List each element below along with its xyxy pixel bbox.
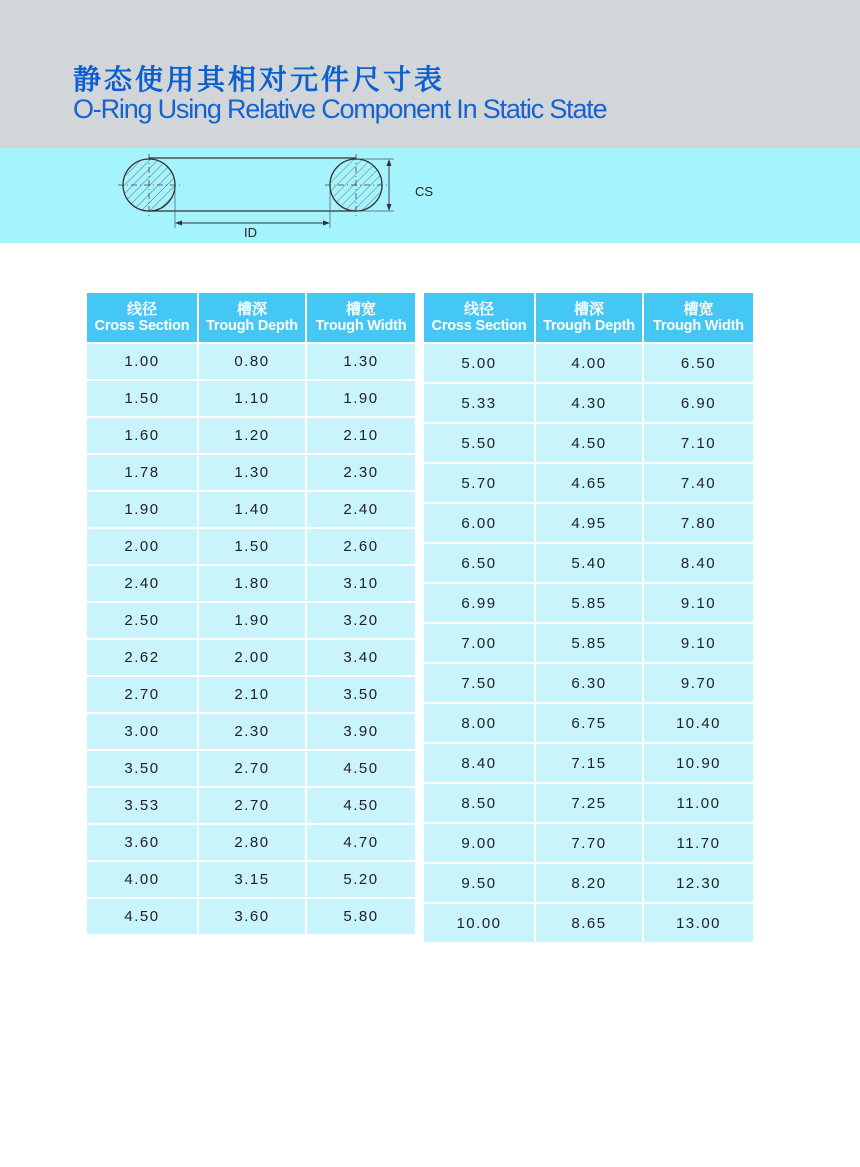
table-row (87, 453, 415, 490)
header-trough-width: 槽宽 Trough Width (644, 293, 753, 342)
trough-width-cell: 9.10 (644, 582, 753, 622)
trough-width-cell: 1.30 (307, 342, 415, 379)
table-row (87, 638, 415, 675)
cross-section-cell: 9.00 (424, 822, 536, 862)
trough-width-cell: 7.40 (644, 462, 753, 502)
trough-width-cell: 5.20 (307, 860, 415, 897)
trough-depth-cell: 4.50 (536, 422, 644, 462)
table-row (424, 782, 753, 822)
table-row (87, 564, 415, 601)
trough-depth-cell: 0.80 (199, 342, 307, 379)
table-row (87, 342, 415, 379)
table-row (87, 675, 415, 712)
table-row (424, 582, 753, 622)
cross-section-cell: 10.00 (424, 902, 536, 942)
trough-depth-cell: 8.65 (536, 902, 644, 942)
trough-width-cell: 10.40 (644, 702, 753, 742)
trough-width-cell: 2.10 (307, 416, 415, 453)
trough-width-cell: 3.10 (307, 564, 415, 601)
header-trough-depth: 槽深 Trough Depth (536, 293, 644, 342)
table-row (424, 662, 753, 702)
trough-depth-cell: 3.60 (199, 897, 307, 934)
header-band (0, 0, 860, 148)
trough-depth-cell: 2.70 (199, 786, 307, 823)
cross-section-cell: 2.62 (87, 638, 199, 675)
trough-depth-cell: 4.30 (536, 382, 644, 422)
cross-section-cell: 5.33 (424, 382, 536, 422)
trough-depth-cell: 5.40 (536, 542, 644, 582)
header-trough-depth: 槽深 Trough Depth (199, 293, 307, 342)
cross-section-cell: 3.60 (87, 823, 199, 860)
trough-depth-cell: 6.75 (536, 702, 644, 742)
table-row (87, 490, 415, 527)
cross-section-cell: 2.50 (87, 601, 199, 638)
trough-depth-cell: 7.15 (536, 742, 644, 782)
trough-width-cell: 2.60 (307, 527, 415, 564)
cs-label: CS (415, 184, 434, 199)
table-row (424, 902, 753, 942)
cross-section-cell: 4.00 (87, 860, 199, 897)
table-row (424, 742, 753, 782)
id-label: ID (244, 225, 257, 240)
table-row (424, 382, 753, 422)
table-row (424, 342, 753, 382)
trough-width-cell: 8.40 (644, 542, 753, 582)
trough-depth-cell: 1.50 (199, 527, 307, 564)
table-row (424, 702, 753, 742)
table-row (87, 786, 415, 823)
trough-width-cell: 5.80 (307, 897, 415, 934)
table-row (87, 749, 415, 786)
cross-section-cell: 1.50 (87, 379, 199, 416)
trough-depth-cell: 4.95 (536, 502, 644, 542)
dimension-table-right (424, 293, 753, 942)
trough-depth-cell: 7.25 (536, 782, 644, 822)
cross-section-cell: 6.50 (424, 542, 536, 582)
header-cross-section: 线径 Cross Section (424, 293, 536, 342)
table-row (424, 422, 753, 462)
table-row (87, 416, 415, 453)
page-title-chinese: 静态使用其相对元件尺寸表 (73, 63, 446, 96)
cross-section-cell: 9.50 (424, 862, 536, 902)
trough-depth-cell: 8.20 (536, 862, 644, 902)
page-title-english: O-Ring Using Relative Component In Static State (73, 94, 607, 124)
table-header-row (87, 293, 415, 342)
trough-depth-cell: 1.20 (199, 416, 307, 453)
trough-depth-cell: 1.30 (199, 453, 307, 490)
trough-width-cell: 10.90 (644, 742, 753, 782)
trough-width-cell: 7.80 (644, 502, 753, 542)
trough-depth-cell: 1.40 (199, 490, 307, 527)
trough-depth-cell: 1.80 (199, 564, 307, 601)
cross-section-cell: 5.70 (424, 462, 536, 502)
trough-width-cell: 13.00 (644, 902, 753, 942)
dimension-table-left (87, 293, 415, 934)
trough-depth-cell: 5.85 (536, 622, 644, 662)
cross-section-cell: 2.70 (87, 675, 199, 712)
cross-section-cell: 2.40 (87, 564, 199, 601)
cross-section-cell: 3.53 (87, 786, 199, 823)
trough-width-cell: 4.70 (307, 823, 415, 860)
table-row (424, 822, 753, 862)
trough-width-cell: 4.50 (307, 749, 415, 786)
table-row (424, 862, 753, 902)
trough-depth-cell: 4.65 (536, 462, 644, 502)
trough-width-cell: 2.40 (307, 490, 415, 527)
cross-section-cell: 4.50 (87, 897, 199, 934)
trough-depth-cell: 4.00 (536, 342, 644, 382)
header-trough-width: 槽宽 Trough Width (307, 293, 415, 342)
cross-section-cell: 5.00 (424, 342, 536, 382)
trough-depth-cell: 1.90 (199, 601, 307, 638)
table-row (87, 379, 415, 416)
table-row (424, 542, 753, 582)
cross-section-cell: 3.00 (87, 712, 199, 749)
trough-depth-cell: 6.30 (536, 662, 644, 702)
trough-width-cell: 3.20 (307, 601, 415, 638)
cross-section-cell: 1.60 (87, 416, 199, 453)
trough-width-cell: 3.50 (307, 675, 415, 712)
trough-width-cell: 6.90 (644, 382, 753, 422)
cross-section-cell: 7.50 (424, 662, 536, 702)
trough-width-cell: 1.90 (307, 379, 415, 416)
cross-section-cell: 6.00 (424, 502, 536, 542)
trough-depth-cell: 2.80 (199, 823, 307, 860)
trough-depth-cell: 5.85 (536, 582, 644, 622)
table-row (87, 860, 415, 897)
table-row (424, 462, 753, 502)
cross-section-cell: 1.78 (87, 453, 199, 490)
table-header-row (424, 293, 753, 342)
trough-depth-cell: 2.30 (199, 712, 307, 749)
header-cross-section: 线径 Cross Section (87, 293, 199, 342)
table-row (87, 527, 415, 564)
trough-width-cell: 7.10 (644, 422, 753, 462)
cross-section-cell: 1.90 (87, 490, 199, 527)
table-row (424, 622, 753, 662)
trough-width-cell: 2.30 (307, 453, 415, 490)
trough-depth-cell: 2.10 (199, 675, 307, 712)
trough-depth-cell: 1.10 (199, 379, 307, 416)
cross-section-cell: 5.50 (424, 422, 536, 462)
cross-section-cell: 8.00 (424, 702, 536, 742)
trough-width-cell: 3.40 (307, 638, 415, 675)
trough-width-cell: 11.00 (644, 782, 753, 822)
cross-section-cell: 8.40 (424, 742, 536, 782)
trough-depth-cell: 7.70 (536, 822, 644, 862)
trough-width-cell: 4.50 (307, 786, 415, 823)
trough-width-cell: 11.70 (644, 822, 753, 862)
table-row (87, 601, 415, 638)
table-row (424, 502, 753, 542)
trough-depth-cell: 2.70 (199, 749, 307, 786)
table-row (87, 823, 415, 860)
cross-section-cell: 2.00 (87, 527, 199, 564)
trough-width-cell: 3.90 (307, 712, 415, 749)
trough-width-cell: 6.50 (644, 342, 753, 382)
o-ring-diagram-band (0, 148, 860, 243)
trough-width-cell: 9.70 (644, 662, 753, 702)
table-row (87, 897, 415, 934)
trough-depth-cell: 3.15 (199, 860, 307, 897)
cross-section-cell: 8.50 (424, 782, 536, 822)
trough-depth-cell: 2.00 (199, 638, 307, 675)
trough-width-cell: 12.30 (644, 862, 753, 902)
trough-width-cell: 9.10 (644, 622, 753, 662)
cross-section-cell: 1.00 (87, 342, 199, 379)
cross-section-cell: 3.50 (87, 749, 199, 786)
cross-section-cell: 7.00 (424, 622, 536, 662)
cross-section-cell: 6.99 (424, 582, 536, 622)
table-row (87, 712, 415, 749)
